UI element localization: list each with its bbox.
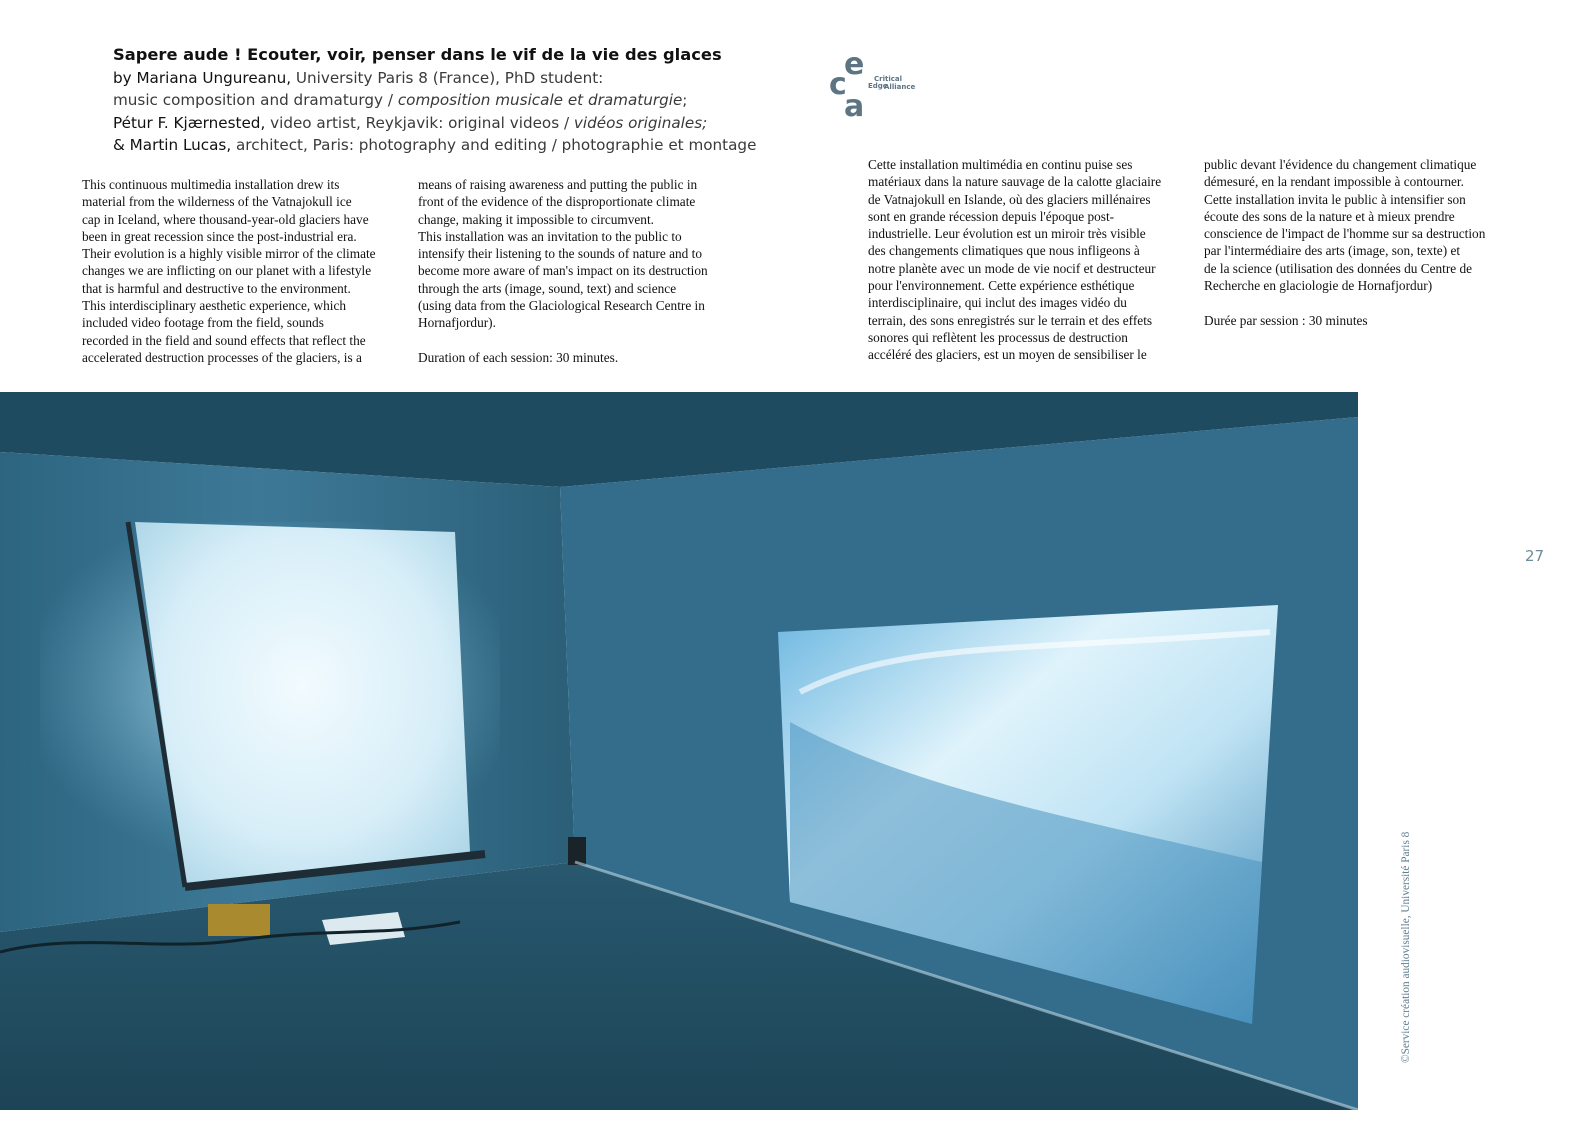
text-line: interdisciplinaire, qui inclut des images vidéo du: [868, 295, 1127, 311]
french-column-1: [868, 156, 1190, 364]
text-line: front of the evidence of the disproportionate climate: [418, 194, 696, 210]
critical-edge-alliance-logo: [826, 44, 918, 120]
article-title: Sapere aude ! Ecouter, voir, penser dans le vif de la vie des glaces: [113, 45, 722, 64]
installation-photo-image: [0, 392, 1358, 1110]
text-line: démesuré, en la rendant impossible à contourner.: [1204, 174, 1464, 190]
text-line: intensify their listening to the sounds of nature and to: [418, 246, 702, 262]
text-line: public devant l'évidence du changement climatique: [1204, 157, 1477, 172]
session-duration: Durée par session : 30 minutes: [1204, 312, 1368, 328]
text-line: cap in Iceland, where thousand-year-old glaciers have: [82, 211, 369, 227]
logo-text-alliance: Alliance: [884, 83, 916, 91]
author-role-end: ;: [682, 91, 688, 109]
installation-photo: [0, 392, 1358, 1110]
logo-text-critical: Critical: [874, 75, 903, 83]
text-line: Recherche en glaciologie de Hornafjordur): [1204, 278, 1433, 294]
text-line: conscience de l'impact de l'homme sur sa destruction: [1204, 226, 1486, 242]
text-line: Cette installation invita le public à intensifier son: [1204, 191, 1466, 207]
text-line: through the arts (image, sound, text) and science: [418, 280, 677, 296]
projection-screen: [135, 522, 470, 887]
credit-line-3: [113, 112, 773, 135]
french-column-2: [1204, 156, 1534, 329]
text-line: notre planète avec un mode de vie nocif et destructeur: [868, 260, 1156, 276]
text-line: terrain, des sons enregistrés sur le terrain et des effets: [868, 312, 1153, 328]
text-line: accéléré des glaciers, est un moyen de sensibiliser le: [868, 347, 1147, 363]
text-line: included video footage from the field, sounds: [82, 315, 324, 331]
video-artist-role-fr: vidéos originales;: [573, 113, 708, 132]
speaker: [568, 837, 586, 865]
text-line: recorded in the field and sound effects that reflect the: [82, 332, 366, 348]
logo-text-edge: Edge: [868, 82, 888, 90]
text-line: This interdisciplinary aesthetic experience, which: [82, 298, 346, 314]
video-artist-role: video artist, Reykjavik: original videos /: [265, 113, 574, 132]
text-line: Their evolution is a highly visible mirror of the climate: [82, 246, 376, 262]
text-line: Cette installation multimédia en continu puise ses: [868, 157, 1133, 172]
equipment-box: [208, 904, 270, 936]
text-line: Hornafjordur).: [418, 315, 496, 331]
text-line: sont en grande récession depuis l'époque post-: [868, 208, 1115, 224]
text-line: means of raising awareness and putting the public in: [418, 177, 698, 192]
article-header: [113, 44, 773, 157]
credit-line-4: [113, 134, 773, 157]
text-line: matériaux dans la nature sauvage de la calotte glaciaire: [868, 174, 1162, 190]
text-line: écoute des sons de la nature et à mieux prendre: [1204, 208, 1455, 224]
text-line: been in great recession since the post-industrial era.: [82, 228, 357, 244]
credit-line-2: [113, 89, 773, 112]
credit-line-1: [113, 67, 773, 90]
text-line: de Vatnajokull en Islande, où des glaciers millénaires: [868, 191, 1151, 207]
logo-letter-c: c: [829, 67, 847, 102]
author-name: by Mariana Ungureanu,: [113, 68, 292, 87]
text-line: de la science (utilisation des données du Centre de: [1204, 260, 1473, 276]
session-duration: Duration of each session: 30 minutes.: [418, 349, 619, 365]
architect-name: & Martin Lucas,: [113, 136, 232, 154]
text-line: changes we are inflicting on our planet with a lifestyle: [82, 263, 372, 279]
video-artist-name: Pétur F. Kjærnested,: [113, 113, 266, 132]
text-line: This installation was an invitation to the public to: [418, 228, 682, 244]
page-number-right: 27: [1525, 547, 1545, 565]
architect-role: architect, Paris: photography and editing / photographie et montage: [231, 136, 757, 154]
text-line: sonores qui reflètent les processus de destruction: [868, 329, 1128, 345]
author-role-en: music composition and dramaturgy /: [113, 91, 398, 109]
text-line: that is harmful and destructive to the environment.: [82, 280, 351, 296]
photo-credit: ©Service création audiovisuelle, Université Paris 8: [1400, 831, 1412, 1063]
author-role: University Paris 8 (France), PhD student:: [291, 68, 604, 87]
text-line: (using data from the Glaciological Research Centre in: [418, 298, 705, 314]
logo-letter-e: e: [844, 47, 865, 82]
text-line: industrielle. Leur évolution est un miroir très visible: [868, 226, 1146, 242]
paragraph-gap: [1204, 294, 1534, 311]
text-line: pour l'environnement. Cette expérience esthétique: [868, 278, 1135, 294]
logo-letter-a: a: [844, 89, 865, 120]
text-line: par l'intermédiaire des arts (image, son, texte) et: [1204, 243, 1461, 259]
text-line: material from the wilderness of the Vatnajokull ice: [82, 194, 352, 210]
author-role-fr: composition musicale et dramaturgie: [397, 91, 683, 109]
text-line: accelerated destruction processes of the glaciers, is a: [82, 349, 362, 365]
text-line: become more aware of man's impact on its destruction: [418, 263, 708, 279]
text-line: des changements climatiques que nous infligeons à: [868, 243, 1140, 259]
logo-mark: [826, 44, 918, 120]
text-line: change, making it impossible to circumvent.: [418, 211, 654, 227]
text-line: This continuous multimedia installation drew its: [82, 177, 340, 192]
paragraph-gap: [418, 332, 738, 349]
english-column-2: [418, 176, 738, 366]
english-column-1: [82, 176, 402, 366]
